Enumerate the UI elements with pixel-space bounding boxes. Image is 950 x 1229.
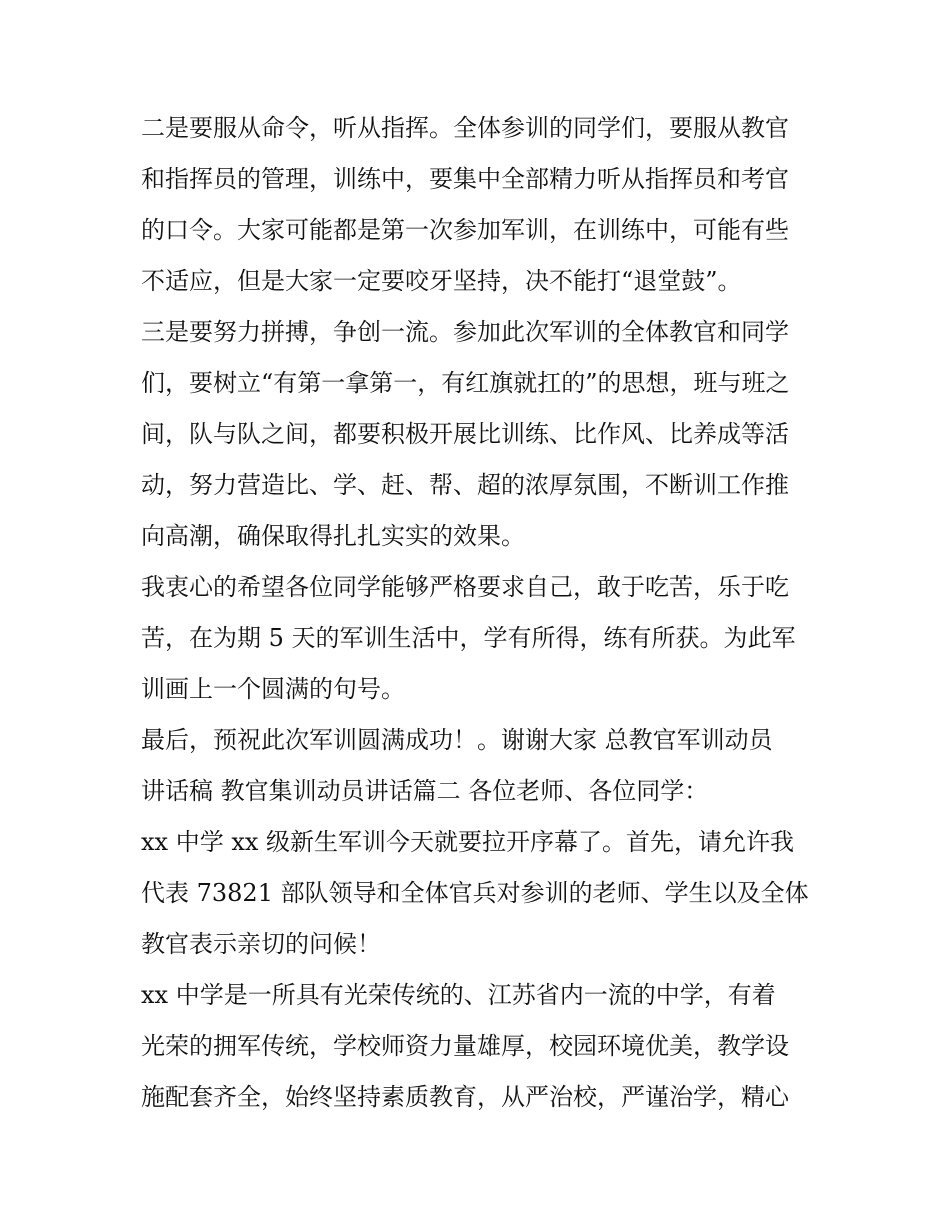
text-line: 训画上一个圆满的句号。 [141, 675, 405, 703]
document-body [141, 103, 821, 1123]
text-line: 施配套齐全，始终坚持素质教育，从严治校，严谨治学，精心 [141, 1083, 789, 1111]
text-line: 苦，在为期 5 天的军训生活中，学有所得，练有所获。为此军 [141, 624, 796, 652]
text-line: 和指挥员的管理，训练中，要集中全部精力听从指挥员和考官 [141, 165, 789, 193]
text-line: 们，要树立“有第一拿第一，有红旗就扛的”的思想，班与班之 [141, 369, 790, 397]
text-line: 教官表示亲切的问候！ [141, 930, 381, 958]
text-line: xx 中学是一所具有光荣传统的、江苏省内一流的中学，有着 [141, 981, 776, 1009]
text-line: 最后，预祝此次军训圆满成功！。谢谢大家 总教官军训动员 [141, 726, 773, 754]
text-line: 光荣的拥军传统，学校师资力量雄厚，校园环境优美，教学设 [141, 1032, 789, 1060]
text-line: xx 中学 xx 级新生军训今天就要拉开序幕了。首先，请允许我 [141, 828, 795, 856]
text-line: 三是要努力拼搏，争创一流。参加此次军训的全体教官和同学 [141, 318, 789, 346]
text-line: 讲话稿 教官集训动员讲话篇二 各位老师、各位同学： [141, 777, 709, 805]
text-line: 二是要服从命令，听从指挥。全体参训的同学们，要服从教官 [141, 114, 789, 142]
text-line: 我衷心的希望各位同学能够严格要求自己，敢于吃苦，乐于吃 [141, 573, 789, 601]
text-line: 不适应，但是大家一定要咬牙坚持，决不能打“退堂鼓”。 [141, 267, 742, 295]
text-line: 的口令。大家可能都是第一次参加军训，在训练中，可能有些 [141, 216, 789, 244]
text-line: 向高潮，确保取得扎扎实实的效果。 [141, 522, 525, 550]
text-line: 间，队与队之间，都要积极开展比训练、比作风、比养成等活 [141, 420, 789, 448]
text-line: 代表 73821 部队领导和全体官兵对参训的老师、学生以及全体 [141, 879, 809, 907]
text-line: 动，努力营造比、学、赶、帮、超的浓厚氛围，不断训工作推 [141, 471, 789, 499]
